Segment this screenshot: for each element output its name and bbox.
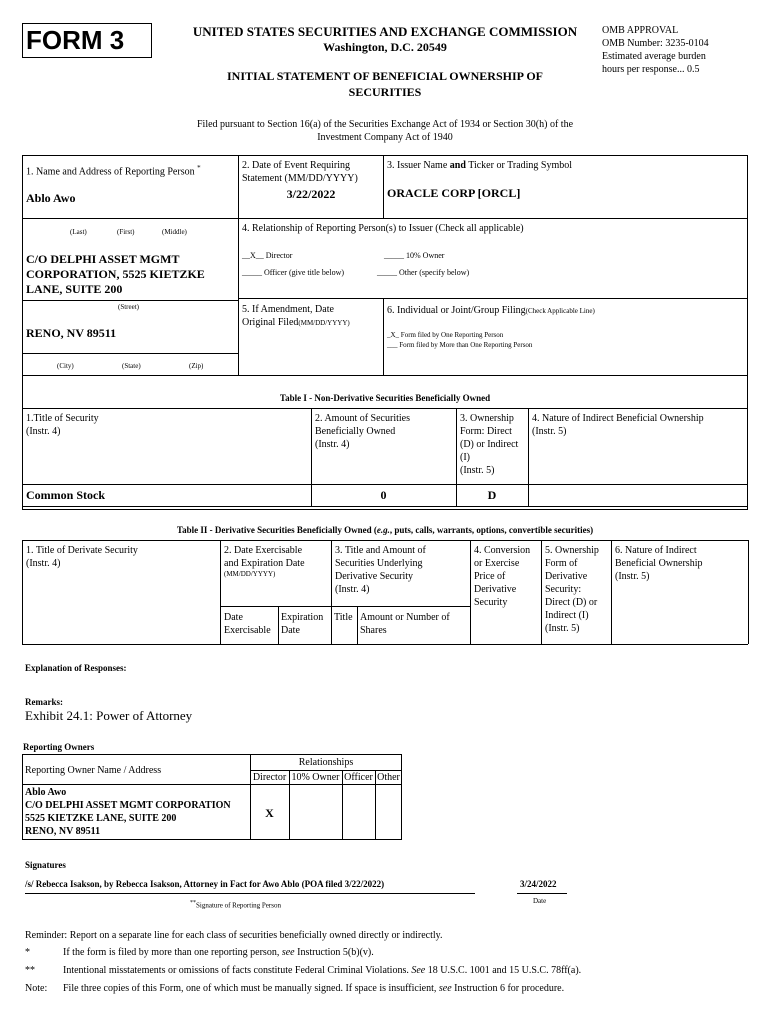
ten-pct-owner-header: 10% Owner — [291, 772, 340, 783]
form-title-line2: SECURITIES — [348, 85, 422, 99]
table1-col3-header — [460, 412, 518, 477]
t2-sub-title: Title — [334, 612, 353, 623]
date-caption: Date — [533, 897, 547, 905]
t2-title-b: , puts, calls, warrants, options, convertible securities) — [389, 525, 594, 535]
t2-c5-l2: Form of — [545, 558, 578, 569]
divider — [278, 606, 279, 644]
t2-c2-l1: 2. Date Exercisable — [224, 545, 303, 556]
box5-label — [242, 303, 350, 329]
divider — [238, 218, 748, 219]
t2-title-a: Table II - Derivative Securities Beneficially Owned ( — [176, 525, 377, 535]
note3-text — [63, 982, 564, 995]
t2-c5-l3: Derivative — [545, 571, 588, 582]
n2-b: 18 U.S.C. 1001 and 15 U.S.C. 78ff(a). — [425, 965, 582, 976]
box3-label — [387, 159, 572, 172]
table2-bottom — [22, 644, 748, 645]
event-date: 3/22/2022 — [286, 187, 336, 201]
t2-c4-l4: Derivative — [474, 584, 517, 595]
box3-label-suffix: Ticker or Trading Symbol — [465, 160, 573, 171]
t2-c6-l1: 6. Nature of Indirect — [615, 545, 697, 556]
box2-label — [242, 159, 358, 185]
director-mark: X — [265, 806, 274, 820]
t1-c3-l2: Form: Direct — [460, 426, 512, 437]
t1-c4-l1: 4. Nature of Indirect Beneficial Ownership — [532, 413, 704, 424]
divider — [383, 155, 384, 219]
table1-col2-header — [315, 412, 410, 451]
omb-approval — [602, 24, 762, 76]
t1-c3-l3: (D) or Indirect — [460, 439, 519, 450]
box3-label-and: and — [449, 160, 466, 171]
divider — [220, 606, 470, 607]
t2-c3-l3: Derivative Security — [335, 571, 414, 582]
table1-row-top — [22, 484, 748, 485]
n1-see: see — [281, 947, 295, 958]
t1-c2-l2: Beneficially Owned — [315, 426, 396, 437]
n3-b: Instruction 6 for procedure. — [451, 983, 565, 994]
owner-line3: 5525 KIETZKE LANE, SUITE 200 — [25, 813, 177, 824]
t1-c2-l3: (Instr. 4) — [315, 439, 350, 450]
note1-mark: * — [25, 947, 30, 958]
box3-label-prefix: 3. Issuer Name — [387, 160, 450, 171]
owner-line2: C/O DELPHI ASSET MGMT CORPORATION — [25, 800, 231, 811]
t2-col6-header — [615, 544, 702, 583]
box1-label-text: 1. Name and Address of Reporting Person — [26, 166, 195, 178]
address-underline — [22, 300, 238, 301]
t2-sub-ex-l2: Date — [281, 625, 300, 636]
divider — [331, 540, 332, 644]
n2-see: See — [411, 965, 426, 976]
divider — [238, 298, 748, 299]
divider — [528, 408, 529, 506]
director-header: Director — [252, 772, 287, 783]
box5-label-line1: 5. If Amendment, Date — [242, 304, 334, 315]
form-label: FORM 3 — [26, 25, 125, 55]
divider — [220, 540, 221, 644]
box6-label-small: (Check Applicable Line) — [525, 307, 595, 315]
t1-c1-l1: 1.Title of Security — [26, 413, 99, 424]
box1-label — [26, 162, 201, 178]
note2-mark: ** — [25, 965, 35, 976]
divider — [22, 540, 23, 644]
t2-c5-l1: 5. Ownership — [545, 545, 599, 556]
box6-label-text: 6. Individual or Joint/Group Filing — [387, 305, 526, 316]
sig-caption-star: ** — [190, 900, 196, 906]
t2-c5-l7: (Instr. 5) — [545, 623, 580, 634]
t2-c2-l3: (MM/DD/YYYY) — [224, 570, 276, 578]
other-checkbox: _____ Other (specify below) — [377, 268, 470, 277]
box1-star: * — [197, 164, 201, 172]
t1-c3-l4: (I) — [460, 452, 470, 463]
table1-header-top — [22, 408, 748, 409]
box2-label-line1: 2. Date of Event Requiring — [242, 160, 351, 171]
ten-percent-owner-checkbox: _____ 10% Owner — [384, 251, 445, 260]
explanation-label: Explanation of Responses: — [25, 663, 127, 673]
divider — [357, 606, 358, 644]
box6-label — [387, 304, 595, 317]
t2-c5-l4: Security: — [545, 584, 582, 595]
box4-label: 4. Relationship of Reporting Person(s) to Issuer (Check all applicable) — [242, 223, 524, 234]
t1-c1-l2: (Instr. 4) — [26, 426, 61, 437]
table1-col4-header — [532, 412, 704, 438]
t2-sub-date-exercisable — [224, 611, 271, 637]
owner-details — [25, 786, 231, 838]
t2-c3-l2: Securities Underlying — [335, 558, 423, 569]
omb-line3: Estimated average burden — [602, 51, 706, 62]
t2-c4-l2: or Exercise — [474, 558, 520, 569]
t2-sub-am-l2: Shares — [360, 625, 387, 636]
table2-title — [22, 524, 748, 536]
reminder-text: Reminder: Report on a separate line for each class of securities beneficially owned directly or indirectly. — [25, 930, 443, 941]
t2-c3-l1: 3. Title and Amount of — [335, 545, 426, 556]
divider — [611, 540, 612, 644]
signature-line — [25, 893, 475, 894]
first-caption: (First) — [117, 228, 135, 236]
omb-line1: OMB APPROVAL — [602, 25, 679, 36]
divider — [22, 784, 402, 785]
city-underline — [22, 353, 238, 354]
divider — [748, 540, 749, 644]
t2-sub-am-l1: Amount or Number of — [360, 612, 450, 623]
t2-sub-expiration — [281, 611, 323, 637]
t2-col4-header — [474, 544, 530, 609]
issuer-name-ticker: ORACLE CORP [ORCL] — [387, 186, 521, 200]
divider — [541, 540, 542, 644]
t2-c1-l2: (Instr. 4) — [26, 558, 61, 569]
t2-c4-l1: 4. Conversion — [474, 545, 531, 556]
owner-name-header: Reporting Owner Name / Address — [25, 765, 162, 776]
t2-col3-header — [335, 544, 426, 596]
t2-c4-l5: Security — [474, 597, 508, 608]
signature-date: 3/24/2022 — [520, 879, 557, 889]
t1-c3-l5: (Instr. 5) — [460, 465, 495, 476]
note1-text — [63, 946, 374, 959]
address-line2: CORPORATION, 5525 KIETZKE — [26, 267, 205, 281]
t2-sub-amount — [360, 611, 450, 637]
signature-caption — [190, 899, 281, 910]
t1-c4-l2: (Instr. 5) — [532, 426, 567, 437]
divider — [238, 155, 239, 375]
city-state-zip: RENO, NV 89511 — [26, 326, 117, 340]
note2-text — [63, 964, 581, 977]
t2-sub-de-l2: Exercisable — [224, 625, 271, 636]
middle-caption: (Middle) — [162, 228, 187, 236]
reporting-person-address — [26, 252, 205, 297]
t1-c3-l1: 3. Ownership — [460, 413, 514, 424]
signature-text: /s/ Rebecca Isakson, by Rebecca Isakson, Attorney in Fact for Awo Ablo (POA filed 3/22/2022) — [25, 879, 385, 889]
t2-c3-l4: (Instr. 4) — [335, 584, 370, 595]
sig-caption-text: Signature of Reporting Person — [196, 901, 281, 910]
state-caption: (State) — [122, 362, 141, 370]
filing-option-multiple: ___ Form filed by More than One Reporting Person — [387, 341, 533, 349]
date-line — [517, 893, 567, 894]
ownership-form: D — [487, 488, 497, 502]
n3-a: File three copies of this Form, one of which must be manually signed. If space is insufficient, — [63, 983, 439, 994]
other-header: Other — [377, 772, 400, 783]
name-underline — [22, 218, 238, 219]
director-checkbox: __X__ Director — [242, 251, 293, 260]
last-caption: (Last) — [70, 228, 87, 236]
t2-c1-l1: 1. Title of Derivate Security — [26, 545, 138, 556]
table2-header-top — [22, 540, 748, 541]
amount-owned: 0 — [380, 488, 387, 502]
t2-c2-l2: and Expiration Date — [224, 558, 305, 569]
t2-sub-ex-l1: Expiration — [281, 612, 324, 623]
t2-title-eg: e.g. — [376, 525, 390, 535]
omb-line4: hours per response... 0.5 — [602, 64, 700, 75]
table1-title: Table I - Non-Derivative Securities Beneficially Owned — [279, 393, 491, 403]
t1-c2-l1: 2. Amount of Securities — [315, 413, 410, 424]
filing-option-one: _X_ Form filed by One Reporting Person — [387, 331, 504, 339]
note3-mark: Note: — [25, 983, 48, 994]
relationships-header: Relationships — [298, 757, 354, 768]
divider — [383, 298, 384, 375]
n1-b: Instruction 5(b)(v). — [294, 947, 374, 958]
reporting-owners-heading: Reporting Owners — [23, 742, 95, 752]
address-line1: C/O DELPHI ASSET MGMT — [26, 252, 180, 266]
filed-pursuant-line2: Investment Company Act of 1940 — [317, 132, 453, 143]
zip-caption: (Zip) — [189, 362, 204, 370]
owner-line1: Ablo Awo — [25, 787, 67, 798]
t2-c6-l2: Beneficial Ownership — [615, 558, 703, 569]
n1-a: If the form is filed by more than one reporting person, — [63, 947, 282, 958]
divider — [470, 540, 471, 644]
divider — [22, 375, 748, 376]
box5-label-line2b: (MM/DD/YYYY) — [298, 319, 350, 327]
t2-sub-de-l1: Date — [224, 612, 243, 623]
street-caption: (Street) — [118, 303, 139, 311]
t2-c5-l6: Indirect (I) — [545, 610, 589, 621]
table1-row-bottom — [22, 506, 748, 507]
t2-c4-l3: Price of — [474, 571, 506, 582]
filed-pursuant-line1: Filed pursuant to Section 16(a) of the Securities Exchange Act of 1934 or Section 30(h) of the — [196, 119, 574, 130]
security-title: Common Stock — [26, 488, 106, 502]
remarks-text: Exhibit 24.1: Power of Attorney — [25, 708, 193, 723]
owner-line4: RENO, NV 89511 — [25, 826, 101, 837]
address-line3: LANE, SUITE 200 — [26, 282, 123, 296]
main-form-frame — [22, 155, 748, 510]
officer-header: Officer — [344, 772, 373, 783]
t2-col2-header — [224, 544, 305, 579]
officer-checkbox: _____ Officer (give title below) — [242, 268, 345, 277]
box5-label-line2a: Original Filed — [242, 317, 299, 328]
agency-name: UNITED STATES SECURITIES AND EXCHANGE COMMISSION — [192, 24, 578, 39]
t2-c5-l5: Direct (D) or — [545, 597, 598, 608]
n3-see: see — [438, 983, 452, 994]
reporting-person-name: Ablo Awo — [26, 191, 76, 205]
form-title-line1: INITIAL STATEMENT OF BENEFICIAL OWNERSHIP OF — [227, 69, 543, 83]
city-caption: (City) — [57, 362, 74, 370]
t2-col5-header — [545, 544, 599, 635]
signatures-heading: Signatures — [25, 860, 66, 870]
t2-col1-header — [26, 544, 138, 570]
table1-col1-header — [26, 412, 99, 438]
t2-c6-l3: (Instr. 5) — [615, 571, 650, 582]
box2-label-line2: Statement (MM/DD/YYYY) — [242, 173, 358, 184]
omb-line2: OMB Number: 3235-0104 — [602, 38, 709, 49]
n2-a: Intentional misstatements or omissions of facts constitute Federal Criminal Violations. — [63, 965, 412, 976]
agency-location: Washington, D.C. 20549 — [323, 40, 447, 54]
remarks-label: Remarks: — [25, 697, 63, 707]
